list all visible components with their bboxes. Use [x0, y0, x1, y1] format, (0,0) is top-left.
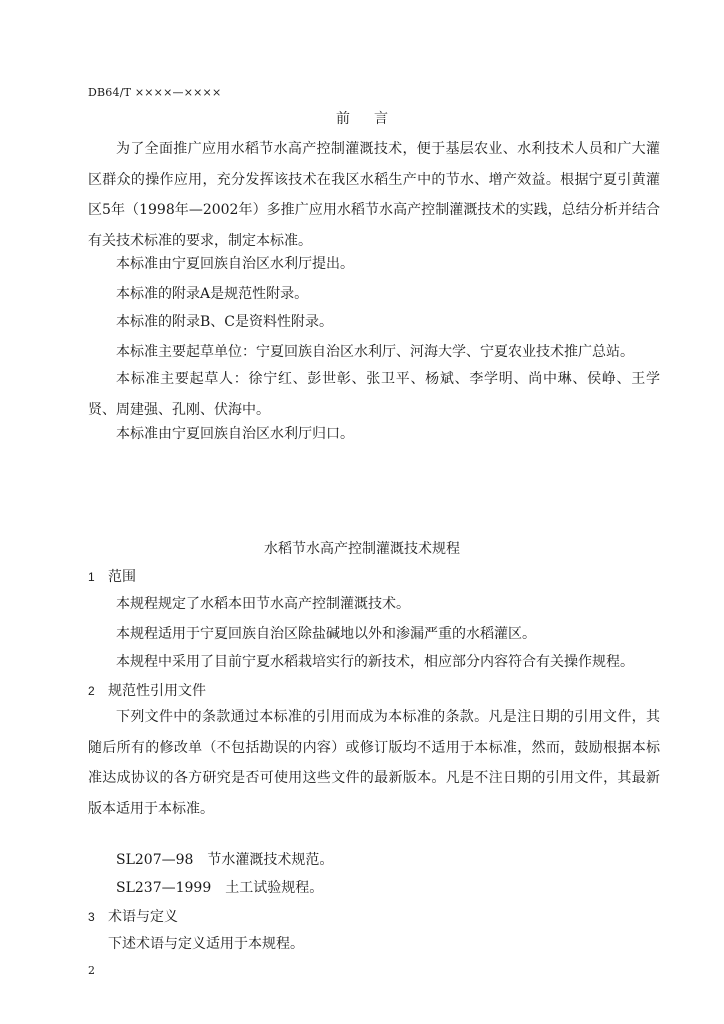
foreword-paragraph: 本标准的附录A是规范性附录。 — [116, 286, 309, 302]
section-paragraph: 下列文件中的条款通过本标准的引用而成为本标准的条款。凡是注日期的引用文件，其随后所有的修改单（不包括勘误的内容）或修订版均不适用于本标准，然而，鼓励根据本标准达成协议的各方研究是否可使用这些文件的最新版本。凡是不注日期的引用文件，其最新版本适用于本标准。 — [88, 709, 660, 817]
section-title: 规范性引用文件 — [108, 683, 206, 699]
section-paragraph: 下述术语与定义适用于本规程。 — [108, 936, 304, 952]
section-paragraph: 本规程适用于宁夏回族自治区除盐碱地以外和渗漏严重的水稻灌区。 — [116, 626, 536, 642]
section-heading-1 — [88, 566, 136, 586]
section-number: 3 — [88, 910, 95, 924]
section-heading-3 — [88, 906, 178, 926]
page-number: 2 — [88, 964, 95, 977]
section-title: 术语与定义 — [108, 909, 178, 925]
foreword-paragraph: 本标准由宁夏回族自治区水利厅归口。 — [116, 426, 354, 442]
section-paragraph: 本规程规定了水稻本田节水高产控制灌溉技术。 — [116, 596, 410, 612]
section-paragraph: 本规程中采用了目前宁夏水稻栽培实行的新技术，相应部分内容符合有关操作规程。 — [116, 654, 634, 670]
foreword-paragraph: 为了全面推广应用水稻节水高产控制灌溉技术，便于基层农业、水利技术人员和广大灌区群众的操作应用，充分发挥该技术在我区水稻生产中的节水、增产效益。根据宁夏引黄灌区5年（1998年—2002年）多推广应用水稻节水高产控制灌溉技术的实践，总结分析并结合有关技术标准的要求，制定本标准。 — [88, 141, 660, 249]
normative-reference: SL207—98 节水灌溉技术规范。 — [116, 852, 334, 868]
foreword-title: 前言 — [336, 111, 412, 127]
foreword-paragraph: 本标准主要起草人：徐宁红、彭世彰、张卫平、杨斌、李学明、尚中琳、侯峥、王学贤、周建强、孔刚、伏海中。 — [88, 371, 660, 418]
document-code: DB64/T ××××—×××× — [88, 86, 222, 99]
foreword-paragraph: 本标准主要起草单位：宁夏回族自治区水利厅、河海大学、宁夏农业技术推广总站。 — [116, 344, 634, 360]
foreword-paragraph: 本标准由宁夏回族自治区水利厅提出。 — [116, 256, 354, 272]
foreword-paragraph: 本标准的附录B、C是资料性附录。 — [116, 314, 333, 330]
section-number: 2 — [88, 684, 95, 698]
normative-reference: SL237—1999 土工试验规程。 — [116, 880, 324, 896]
section-title: 范围 — [108, 569, 136, 585]
main-title: 水稻节水高产控制灌溉技术规程 — [264, 541, 460, 557]
section-number: 1 — [88, 570, 95, 584]
section-heading-2 — [88, 680, 206, 700]
